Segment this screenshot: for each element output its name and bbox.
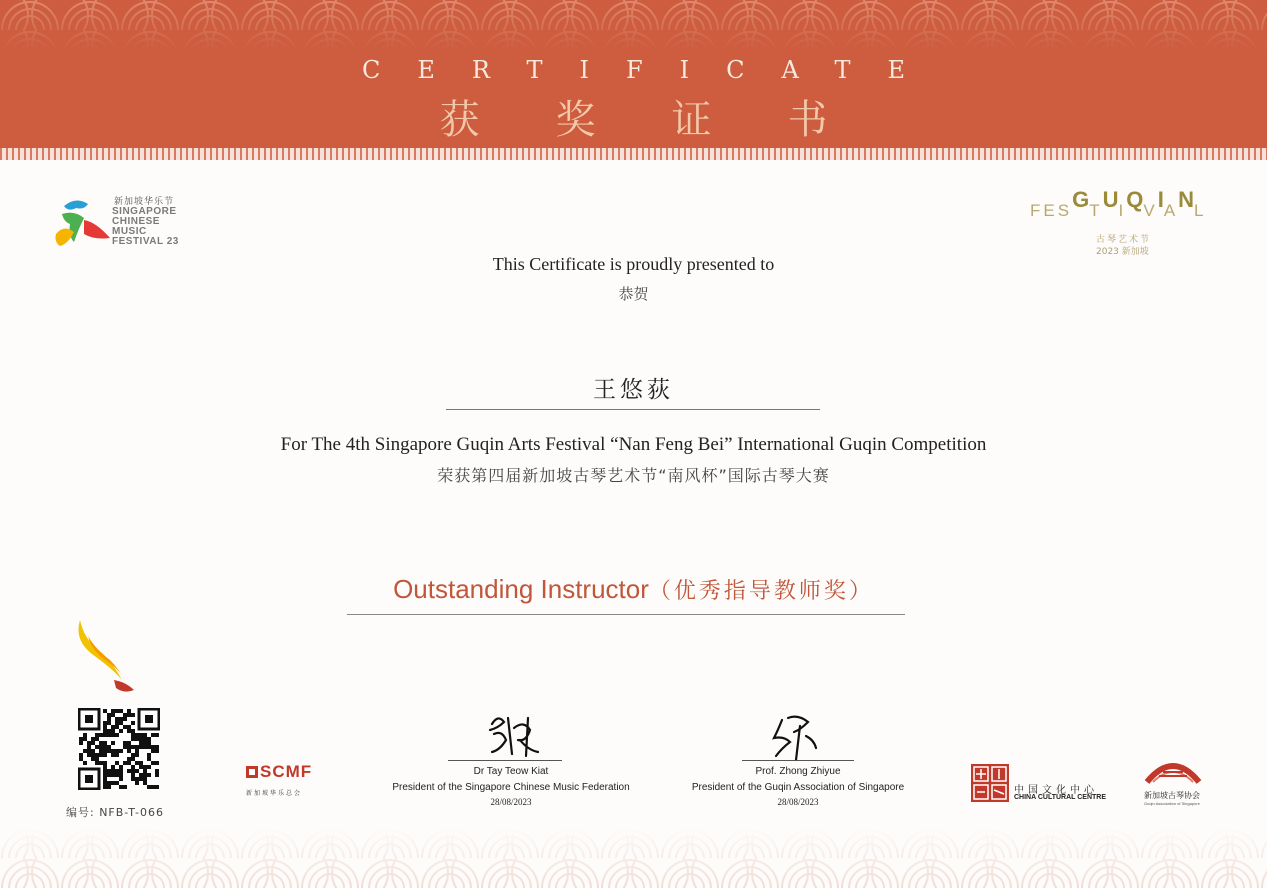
signature-date: 28/08/2023 xyxy=(777,797,819,807)
guqin-festival-wordmark: FESGTUIQVIANL xyxy=(1030,187,1207,220)
scmf-federation-name-zh: 新加坡华乐总会 xyxy=(246,790,303,797)
qr-code xyxy=(78,708,160,790)
certificate-title-en: CERTIFICATE xyxy=(361,56,943,84)
guqin-association-name-en: Guqin Association of Singapore xyxy=(1144,801,1200,806)
signature-2-line xyxy=(742,760,854,761)
signatory-name: Prof. Zhong Zhiyue xyxy=(755,766,841,777)
singapore-chinese-music-festival-logo xyxy=(54,192,194,252)
recipient-name: 王悠荻 xyxy=(593,377,674,403)
presented-to-zh: 恭贺 xyxy=(618,285,649,303)
guqin-association-emblem-icon xyxy=(1143,758,1203,788)
presented-to-en: This Certificate is proudly presented to xyxy=(492,254,775,274)
award-title-zh: （优秀指导教师奖） xyxy=(648,579,874,604)
guqin-festival-name-zh: 古琴艺术节 xyxy=(1096,235,1152,245)
scmf-line-1: SINGAPORE xyxy=(112,206,177,217)
signature-date: 28/08/2023 xyxy=(490,797,532,807)
scmf-emblem-icon xyxy=(54,194,112,250)
scmf-federation-logo xyxy=(246,762,336,802)
china-cultural-centre-seal-icon xyxy=(971,764,1009,802)
competition-en: For The 4th Singapore Guqin Arts Festival “Nan Feng Bei” International Guqin Competition xyxy=(280,434,987,455)
competition-zh: 荣获第四届新加坡古琴艺术节“南风杯”国际古琴大赛 xyxy=(437,466,830,485)
header-fringe xyxy=(0,148,1267,160)
guqin-association-name-zh: 新加坡古琴协会 xyxy=(1144,791,1200,800)
guqin-festival-year: 2023 新加坡 xyxy=(1096,247,1149,257)
signatory-title: President of the Singapore Chinese Music Federation xyxy=(392,782,630,793)
scmf-line-4: FESTIVAL 23 xyxy=(112,236,179,247)
china-cultural-centre-name-en: CHINA CULTURAL CENTRE xyxy=(1014,794,1107,801)
award-title-en: Outstanding Instructor xyxy=(393,574,649,604)
serial-number: 编号: NFB-T-066 xyxy=(66,806,164,819)
wave-pattern-top xyxy=(0,0,1267,50)
certificate-title-zh: 获奖证书 xyxy=(439,97,904,143)
scmf-name-zh: 新加坡华乐节 xyxy=(114,197,175,207)
scmf-line-3: MUSIC xyxy=(112,226,147,237)
guqin-arts-festival-logo xyxy=(1026,187,1226,262)
signature-2-image xyxy=(770,712,820,762)
scmf-federation-text: SCMF xyxy=(260,762,313,781)
scmf-square-icon xyxy=(246,766,258,778)
flame-decoration-icon xyxy=(70,618,150,698)
signature-1-line xyxy=(448,760,562,761)
recipient-underline xyxy=(446,409,820,410)
award-underline xyxy=(347,614,905,615)
signature-1-image xyxy=(484,710,544,762)
signatory-title: President of the Guqin Association of Singapore xyxy=(691,782,905,793)
wave-pattern-bottom xyxy=(0,828,1267,888)
award-title xyxy=(0,574,1267,605)
signatory-name: Dr Tay Teow Kiat xyxy=(473,766,549,777)
scmf-line-2: CHINESE xyxy=(112,216,160,227)
header-band xyxy=(0,0,1267,148)
china-cultural-centre-name-zh: 中国文化中心 xyxy=(1014,785,1098,796)
